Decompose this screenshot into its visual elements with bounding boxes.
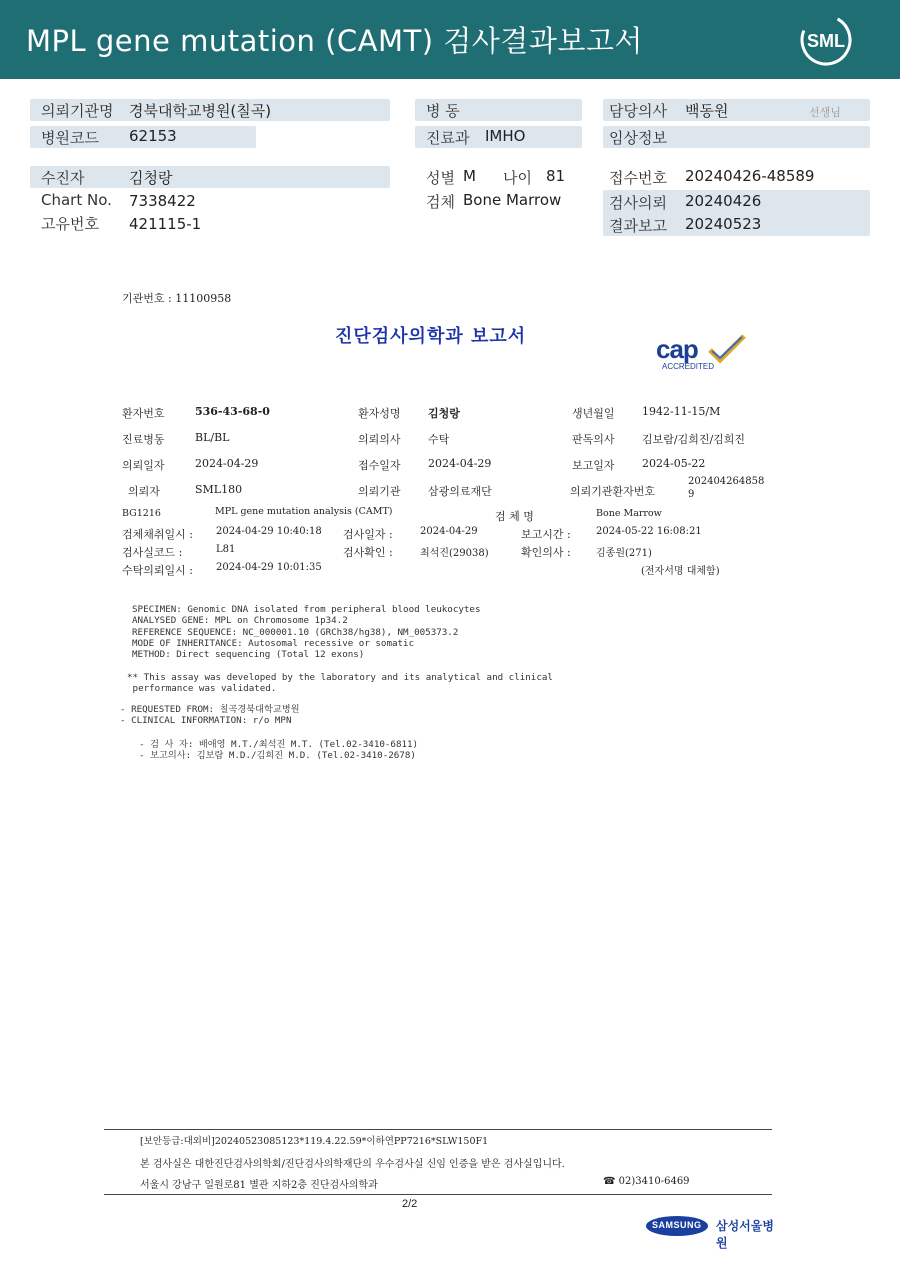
cap-accredited-logo	[654, 332, 754, 374]
req-inst-patient-value-line1: 202404264858	[688, 476, 765, 487]
requester-value: SML180	[195, 483, 243, 496]
test-date-value: 2024-04-29	[420, 526, 478, 537]
patient-no-label: 환자번호	[122, 407, 165, 420]
patient-name-label: 환자성명	[358, 407, 401, 420]
requester-label: 의뢰자	[128, 485, 160, 498]
institution-label: 의뢰기관명	[41, 102, 114, 120]
sml-logo	[799, 13, 853, 67]
specimen-label: 검체	[426, 193, 455, 211]
doctor-suffix: 선생님	[809, 106, 841, 119]
patient-no-value: 536-43-68-0	[195, 405, 270, 418]
sex-label: 성별	[426, 169, 455, 187]
validation-note: ** This assay was developed by the laboratory and its analytical and clinical performance was validated.	[127, 672, 553, 695]
page-number: 2/2	[402, 1198, 418, 1210]
receipt-date-value: 2024-04-29	[428, 457, 492, 470]
institution-value: 경북대학교병원(칠곡)	[129, 102, 272, 120]
cap-accredited-text: ACCREDITED	[662, 362, 715, 371]
receipt-value: 20240426-48589	[685, 167, 815, 185]
receipt-label: 접수번호	[609, 169, 667, 187]
report-date-value: 20240523	[685, 215, 762, 233]
req-inst-patient-value-line2: 9	[688, 489, 695, 500]
specimen-value: Bone Marrow	[463, 191, 562, 209]
patient-value: 김청랑	[129, 169, 173, 187]
birth-label: 생년월일	[572, 407, 615, 420]
report-time-label: 보고시간 :	[521, 528, 571, 541]
specimen-name-value: Bone Marrow	[596, 508, 662, 519]
report-header	[0, 0, 900, 79]
request-label: 검사의뢰	[609, 194, 667, 212]
chart-value: 7338422	[129, 192, 196, 210]
signatories: - 검 사 자: 배애영 M.T./최석진 M.T. (Tel.02-3410-6811) - 보고의사: 김보람 M.D./김희진 M.D. (Tel.02-3410-2678)	[139, 739, 419, 762]
patient-label: 수진자	[41, 169, 85, 187]
req-doctor-value: 수탁	[428, 433, 450, 446]
patient-name-value: 김청랑	[428, 407, 460, 420]
uid-label: 고유번호	[41, 215, 99, 233]
req-doctor-label: 의뢰의사	[358, 433, 401, 446]
confirm-doctor-label: 확인의사 :	[521, 546, 571, 559]
footer-top-rule	[104, 1129, 772, 1130]
lab-address: 서울시 강남구 일원로81 별관 지하2층 진단검사의학과	[140, 1180, 378, 1191]
age-value: 81	[546, 167, 566, 185]
report-date-label: 결과보고	[609, 217, 667, 235]
request-date-value: 2024-04-29	[195, 457, 259, 470]
birth-value: 1942-11-15/M	[642, 405, 721, 418]
consign-time-label: 수탁의뢰일시 :	[122, 564, 193, 577]
ward-value-2: BL/BL	[195, 431, 230, 444]
lab-code-value: L81	[216, 544, 236, 555]
sex-value: M	[463, 167, 476, 185]
certification-text: 본 검사실은 대한진단검사의학회/진단검사의학재단의 우수검사실 신임 인증을 받은 검사실입니다.	[140, 1159, 565, 1170]
cap-text: cap	[656, 334, 698, 364]
request-value: 20240426	[685, 192, 762, 210]
receipt-date-label: 접수일자	[358, 459, 401, 472]
req-inst-value: 삼광의료재단	[428, 485, 492, 498]
esign-note: (전자서명 대체함)	[641, 566, 720, 577]
req-inst-label: 의뢰기관	[358, 485, 401, 498]
uid-value: 421115-1	[129, 215, 202, 233]
req-inst-patient-label: 의뢰기관환자번호	[570, 485, 656, 498]
request-date-label: 의뢰일자	[122, 459, 165, 472]
test-confirm-label: 검사확인 :	[343, 546, 393, 559]
hospital-code-value: 62153	[129, 127, 177, 145]
specimen-details: SPECIMEN: Genomic DNA isolated from peripheral blood leukocytes ANALYSED GENE: MPL on Chromosome 1p34.2 REFERENCE SEQUENCE: NC_000001.10 (GRCh38/hg38), NM_005373.2 MODE OF INHERITANCE: Autosomal recessive or somatic METHOD: Direct sequencing (Total 12 exons)	[132, 604, 481, 661]
footer-bottom-rule	[104, 1194, 772, 1195]
samsung-hospital-logo	[646, 1214, 776, 1250]
lab-code-label: 검사실코드 :	[122, 546, 183, 559]
report-title: MPL gene mutation (CAMT) 검사결과보고서	[26, 24, 643, 58]
dept-label: 진료과	[426, 129, 470, 147]
age-label: 나이	[503, 169, 532, 187]
hospital-code-label: 병원코드	[41, 129, 99, 147]
consign-time-value: 2024-04-29 10:01:35	[216, 562, 322, 573]
dept-value: IMHO	[485, 127, 526, 145]
test-date-label: 검사일자 :	[343, 528, 393, 541]
institution-number: 기관번호 : 11100958	[122, 292, 232, 305]
collect-time-label: 검체채취일시 :	[122, 528, 193, 541]
report-time-value: 2024-05-22 16:08:21	[596, 526, 702, 537]
test-name: MPL gene mutation analysis (CAMT)	[215, 506, 393, 517]
doctor-value: 백동원	[685, 102, 729, 120]
svg-text:SML: SML	[807, 31, 845, 51]
check-icon	[706, 332, 748, 364]
report-date-label-2: 보고일자	[572, 459, 615, 472]
security-line: [보안등급:대외비]20240523085123*119.4.22.59*이하연PP7216*SLW150F1	[140, 1136, 489, 1147]
reading-doctor-label: 판독의사	[572, 433, 615, 446]
ward-label: 병 동	[426, 102, 460, 120]
chart-label: Chart No.	[41, 191, 112, 209]
test-code: BG1216	[122, 508, 161, 519]
lab-phone: ☎ 02)3410-6469	[603, 1176, 690, 1187]
samsung-wordmark: SAMSUNG	[652, 1220, 702, 1230]
clinical-label: 임상정보	[609, 129, 667, 147]
confirm-doctor-value: 김종원(271)	[596, 548, 652, 559]
test-confirm-value: 최석진(29038)	[420, 548, 489, 559]
hospital-name: 삼성서울병원	[716, 1219, 774, 1250]
report-date-value-2: 2024-05-22	[642, 457, 706, 470]
ward-label-2: 진료병동	[122, 433, 165, 446]
doctor-label: 담당의사	[609, 102, 667, 120]
reading-doctor-value: 김보람/김희진/김희진	[642, 433, 746, 446]
collect-time-value: 2024-04-29 10:40:18	[216, 526, 322, 537]
report-heading: 진단검사의학과 보고서	[335, 326, 527, 347]
requested-from: - REQUESTED FROM: 칠곡경북대학교병원 - CLINICAL INFORMATION: r/o MPN	[120, 704, 300, 727]
specimen-name-label: 검 체 명	[495, 510, 534, 523]
